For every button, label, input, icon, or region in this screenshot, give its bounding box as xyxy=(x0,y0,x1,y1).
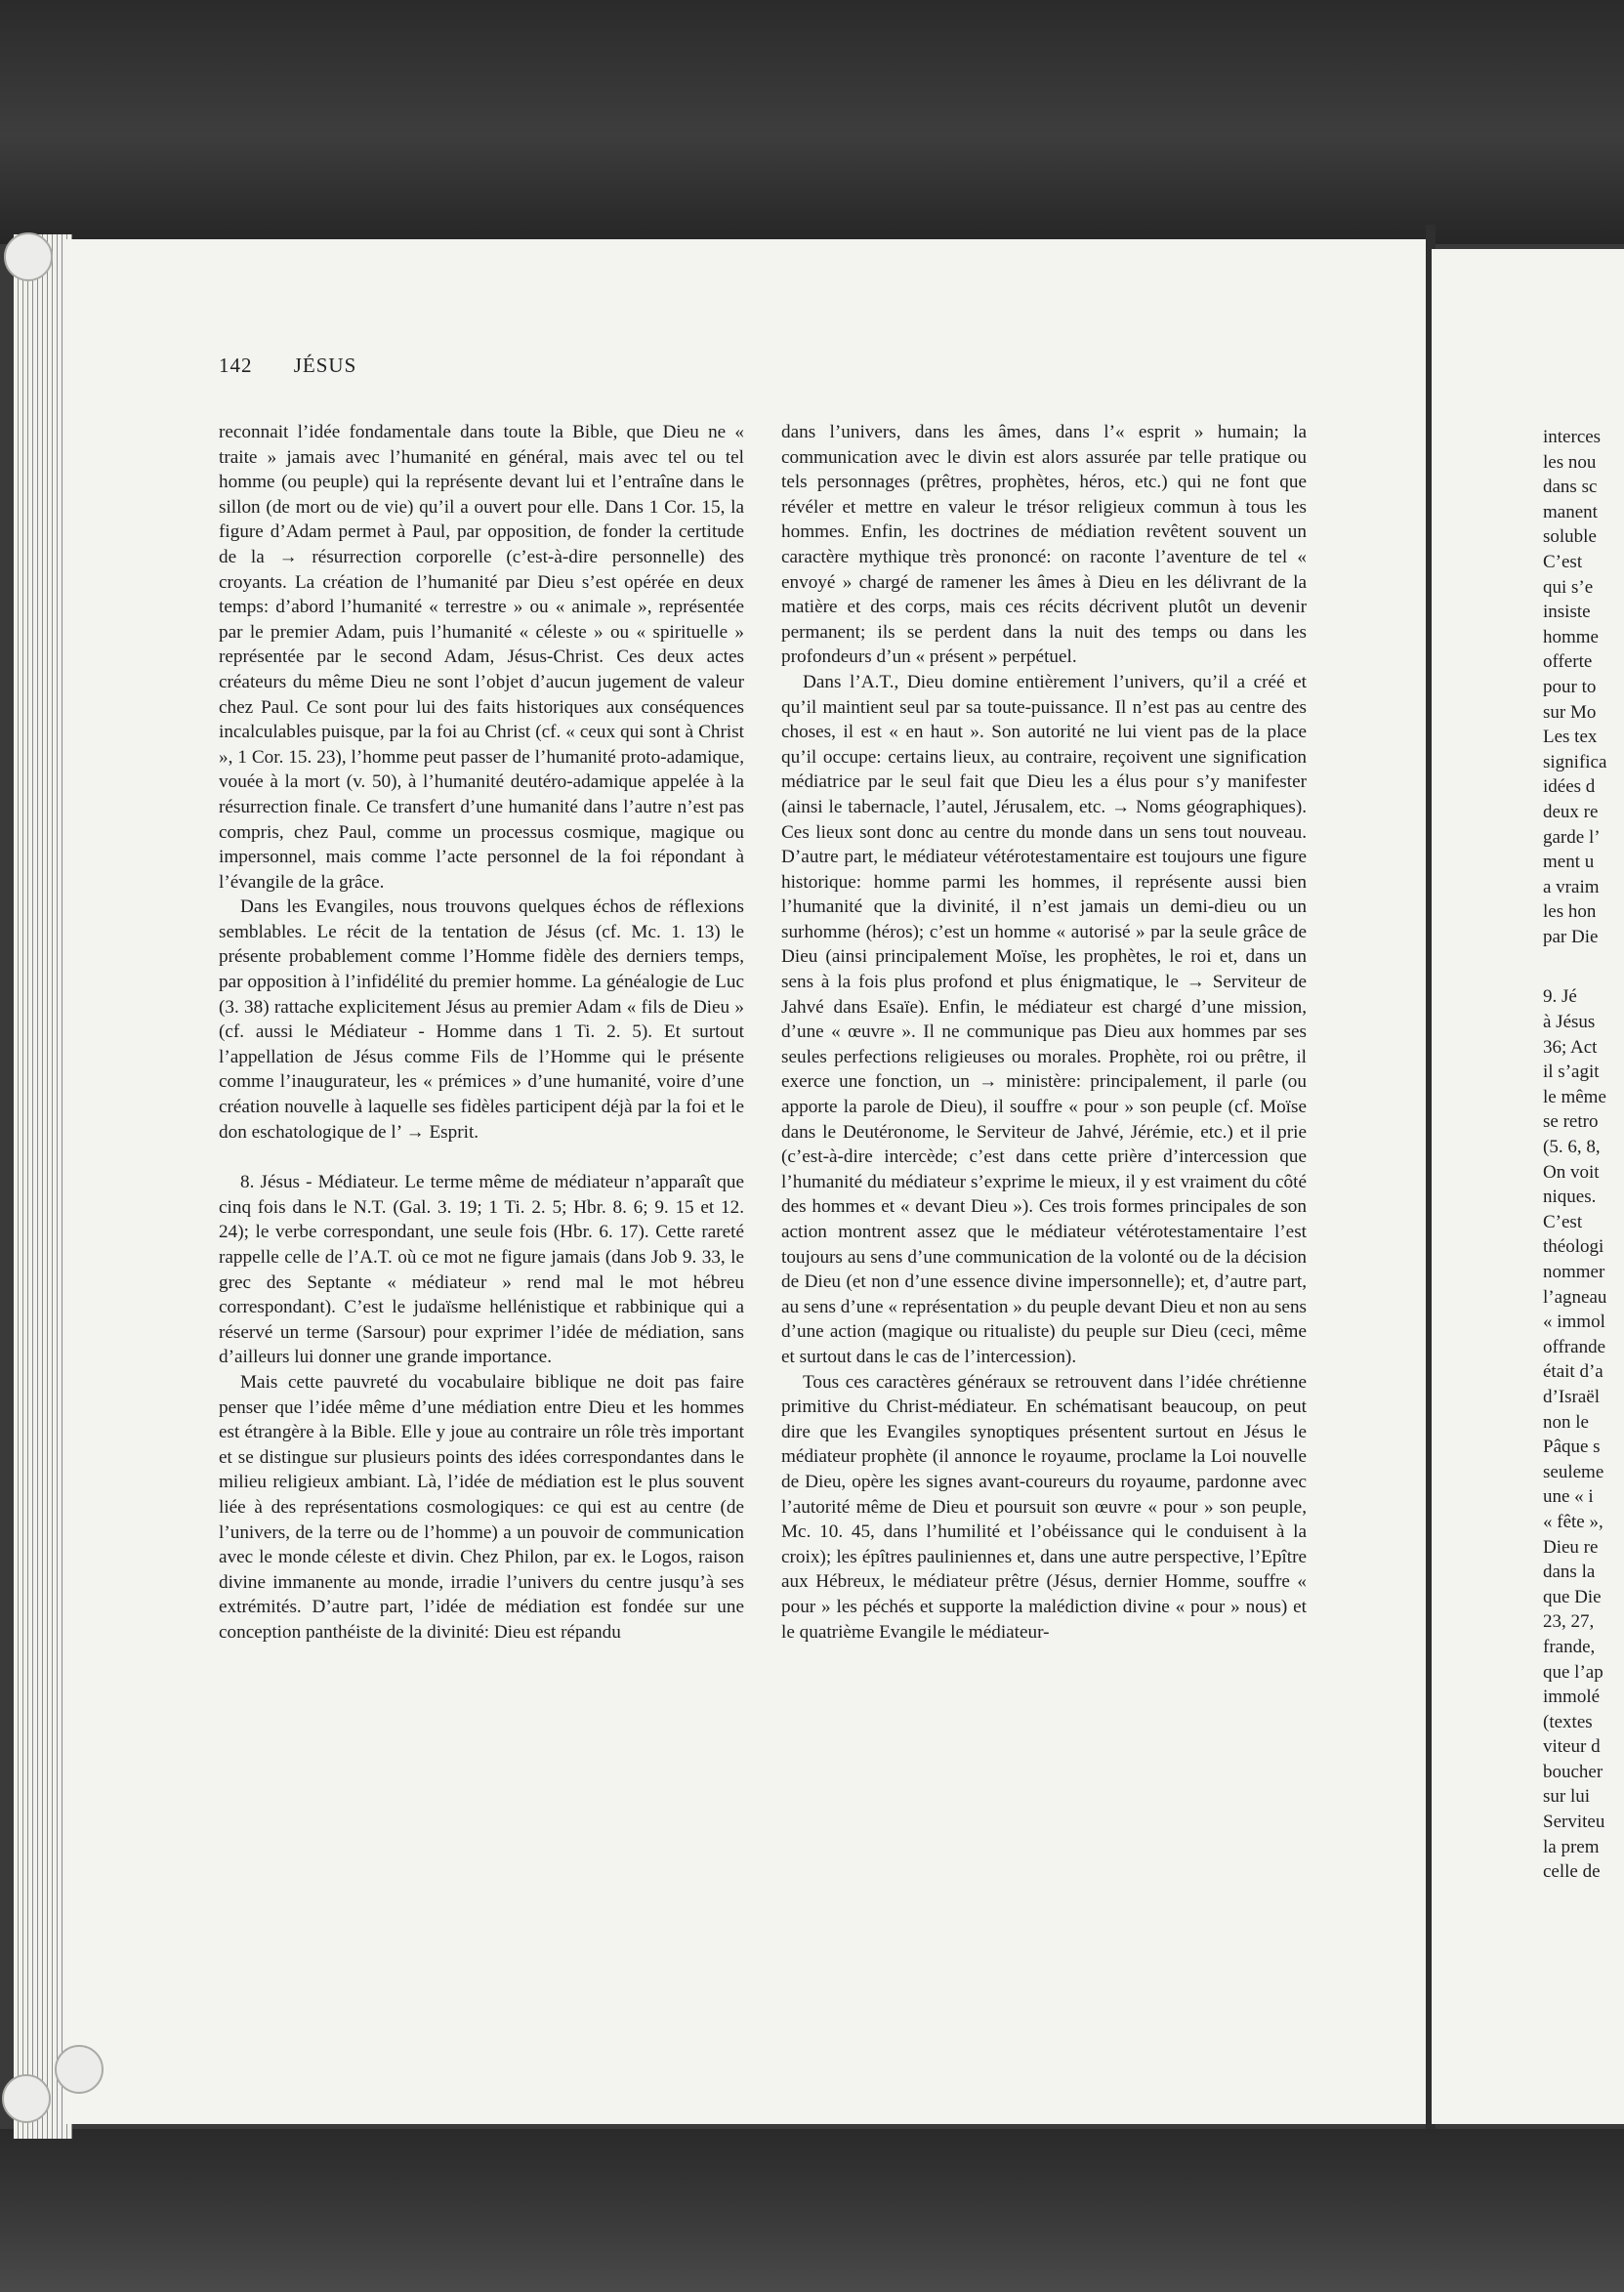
section-paragraph: 8. Jésus - Médiateur. Le terme même de médiateur n’apparaît que cinq fois dans le N.T. (Gal. 3. 19; 1 Ti. 2. 5; Hbr. 8. 6; 9. 15 et 12. 24); le verbe correspondant, une seule fois (Hbr. 6. 17). Cette rareté rappelle celle de l’A.T. où ce mot ne figure jamais (dans Job 9. 33, le grec des Septante « médiateur » rend mal le mot hébreu correspondant). C’est le judaïsme hellénistique et rabbinique qui a réservé un terme (Sarsour) pour exprimer l’idée de médiation, sans d’ailleurs lui donner une grande importance. xyxy=(219,1172,744,1368)
paragraph: reconnait l’idée fondamentale dans toute la Bible, que Dieu ne « traite » jamais avec l’humanité en général, mais avec tel ou tel homme (ou peuple) qui la représente devant lui et l’entraîne dans le sillon (de mort ou de vie) qu’il a ouvert pour elle. Dans 1 Cor. 15, la figure d’Adam permet à Paul, par opposition, de fonder la certitude de la → résurrection corporelle (c’est-à-dire personnelle) des croyants. La création de l’humanité par Dieu s’est opérée en deux temps: d’abord l’humanité « terrestre » ou « animale », représentée par le premier Adam, puis l’humanité « céleste » ou « spirituelle » représentée par le second Adam, Jésus-Christ. Ces deux actes créateurs du même Dieu ne sont l’objet d’aucun jugement de valeur chez Paul. Ce sont pour lui des faits historiques aux conséquences incalculables puisque, par la foi au Christ (cf. « ceux qui sont à Christ », 1 Cor. 15. 23), l’homme peut passer de l’humanité proto-adamique, vouée à la mort (v. 50), à l’humanité deutéro-adamique appelée à la résurrection finale. Ce transfert d’une humanité dans l’autre n’est pas compris, chez Paul, comme un processus cosmique, magique ou impersonnel, mais comme l’acte personnel de la foi répondant à l’évangile de la grâce. xyxy=(219,422,744,893)
text-fragment: que Die xyxy=(1543,1586,1602,1607)
text-fragment: On voit xyxy=(1543,1161,1600,1183)
text-fragment: les nou xyxy=(1543,451,1597,473)
text-fragment: théologi xyxy=(1543,1236,1604,1258)
text-fragment: par Die xyxy=(1543,926,1599,947)
text-fragment: une « i xyxy=(1543,1486,1594,1508)
text-fragment: Pâque s xyxy=(1543,1437,1601,1458)
text-fragment: ment u xyxy=(1543,852,1595,873)
text-fragment: « fête », xyxy=(1543,1511,1603,1532)
text-fragment: il s’agit xyxy=(1543,1062,1600,1083)
text-fragment: garde l’ xyxy=(1543,826,1601,848)
text-fragment: se retro xyxy=(1543,1111,1599,1133)
text-fragment: frande, xyxy=(1543,1636,1596,1657)
text-fragment: Serviteu xyxy=(1543,1812,1605,1833)
running-header xyxy=(219,354,356,378)
paragraph: Tous ces caractères généraux se retrouvent dans l’idée chrétienne primitive du Christ-médiateur. En schématisant beaucoup, on peut dire que les Evangiles synoptiques présentent surtout en Jésus le médiateur prophète (il annonce le royaume, proclame la Loi nouvelle de Dieu, opère les signes avant-coureurs du royaume, pardonne avec l’autorité même de Dieu et poursuit son œuvre « pour » son peuple, Mc. 10. 45, dans l’humilité et l’obéissance qui le conduisent à la croix); les épîtres pauliniennes et, dans une autre perspective, l’Epître aux Hébreux, le médiateur prêtre (Jésus, dernier Homme, souffre « pour » les péchés et supporte la malédiction divine « pour » nous) et le quatrième Evangile le médiateur- xyxy=(781,1371,1307,1643)
text-fragment: Dieu re xyxy=(1543,1536,1599,1558)
text-fragment: sur Mo xyxy=(1543,701,1597,723)
text-fragment: 9. Jé xyxy=(1543,986,1577,1008)
text-fragment: insiste xyxy=(1543,602,1591,623)
text-fragment: offerte xyxy=(1543,651,1593,673)
text-fragment: sur lui xyxy=(1543,1786,1591,1808)
text-fragment: offrande xyxy=(1543,1336,1606,1357)
text-fragment: manent xyxy=(1543,501,1598,522)
text-fragment: seuleme xyxy=(1543,1461,1604,1482)
line-gap xyxy=(1543,949,1624,984)
text-fragment: celle de xyxy=(1543,1861,1601,1883)
text-fragment: interces xyxy=(1543,427,1602,447)
text-fragment: la prem xyxy=(1543,1836,1600,1857)
text-fragment: (5. 6, 8, xyxy=(1543,1137,1601,1158)
text-fragment: était d’a xyxy=(1543,1361,1603,1383)
text-fragment: homme xyxy=(1543,626,1599,647)
text-fragment: le même xyxy=(1543,1086,1606,1107)
text-fragment: idées d xyxy=(1543,776,1596,798)
text-fragment: significa xyxy=(1543,751,1607,772)
text-fragment: soluble xyxy=(1543,526,1597,548)
text-fragment: nommer xyxy=(1543,1262,1605,1282)
paragraph: Mais cette pauvreté du vocabulaire biblique ne doit pas faire penser que l’idée même d’une médiation entre Dieu et les hommes est étrangère à la Bible. Elle y joue au contraire un rôle très important et se distingue sur plusieurs points des idées correspondantes dans le milieu religieux ambiant. Là, l’idée de médiation est le plus souvent liée à des représentations cosmologiques: ce qui est au centre (de l’univers, de la terre ou de l’homme) a un pouvoir de communication avec le monde céleste et divin. Chez Philon, par ex. le Logos, raison divine immanente au monde, irradie l’univers du centre jusqu’à ses extrémités. D’autre part, l’idée de médiation est fondée sur une conception panthéiste de la divinité: Dieu est répandu xyxy=(219,1371,744,1643)
running-title: JÉSUS xyxy=(293,354,357,377)
paragraph: Dans l’A.T., Dieu domine entièrement l’univers, qu’il a créé et qu’il maintient seul par sa toute-puissance. Il n’est pas au centre des choses, il est « en haut ». Son autorité ne lui vient pas de la place qu’il occupe: certains lieux, au contraire, reçoivent une signification médiatrice par le seul fait que Dieu les a élus pour s’y manifester (ainsi le tabernacle, l’autel, Jérusalem, etc. → Noms géographiques). Ces lieux sont donc au centre du monde dans un sens tout nouveau. D’autre part, le médiateur vétérotestamentaire est toujours une figure historique: homme parmi les hommes, il représente aussi bien l’humanité que la divinité, il n’est jamais un demi-dieu ou un surhomme (héros); c’est un homme « autorisé » par la seule grâce de Dieu (ainsi principalement Moïse, les prophètes, le roi et, dans un sens à la fois plus profond et plus énigmatique, le → Serviteur de Jahvé dans Esaïe). Enfin, le médiateur est chargé d’une mission, d’une « œuvre ». Il ne communique pas Dieu aux hommes par ses seules perfections religieuses ou morales. Prophète, roi ou prêtre, il exerce une fonction, un → ministère: principalement, il parle (ou apporte la parole de Dieu), il souffre « pour » son peuple (cf. Moïse dans le Deutéronome, le Serviteur de Jahvé, Jérémie, etc.) et il prie (c’est-à-dire intercède; c’est dans cette prière d’intercession que l’humanité du médiateur s’exprime le mieux, il y est vraiment du côté des hommes et « devant Dieu »). Ces trois formes principales de son action montrent assez que le médiateur vétérotestamentaire l’est toujours au sens d’une communication de la volonté ou de la décision de Dieu (et non d’une essence divine impersonnelle); et, d’autre part, au sens d’une « représentation » du peuple devant Dieu et non au sens d’une action (magique ou ritualiste) du peuple sur Dieu (ceci, même et surtout dans le cas de l’intercession). xyxy=(781,671,1307,1367)
adjacent-page-text xyxy=(1543,425,1624,1885)
text-fragment: niques. xyxy=(1543,1187,1597,1208)
binder-hole-icon xyxy=(4,232,53,281)
text-fragment: d’Israël xyxy=(1543,1386,1601,1407)
text-fragment: que l’ap xyxy=(1543,1661,1603,1683)
left-text-column xyxy=(219,420,744,1646)
binder-hole-icon xyxy=(2,2074,51,2123)
text-fragment: Les tex xyxy=(1543,727,1598,748)
text-fragment: viteur d xyxy=(1543,1736,1601,1758)
page-edges xyxy=(14,234,72,2139)
text-fragment: « immol xyxy=(1543,1312,1605,1333)
middle-text-column xyxy=(781,420,1307,1645)
text-fragment: non le xyxy=(1543,1411,1589,1433)
text-fragment: 36; Act xyxy=(1543,1036,1598,1058)
text-fragment: qui s’e xyxy=(1543,576,1594,598)
page-number: 142 xyxy=(219,354,253,377)
text-fragment: les hon xyxy=(1543,901,1597,923)
text-fragment: deux re xyxy=(1543,801,1599,822)
text-fragment: immolé xyxy=(1543,1687,1601,1708)
text-fragment: dans la xyxy=(1543,1562,1596,1583)
text-fragment: pour to xyxy=(1543,676,1597,697)
text-fragment: 23, 27, xyxy=(1543,1611,1595,1633)
paragraph: dans l’univers, dans les âmes, dans l’« esprit » humain; la communication avec le divin est alors assurée par telle pratique ou tels personnages (prêtres, prophètes, héros, etc.) qui ne font que révéler et mettre en valeur le trésor religieux commun à tous les hommes. Enfin, les doctrines de médiation revêtent souvent un caractère mythique très prononcé: on raconte l’aventure de tel « envoyé » chargé de ramener les âmes à Dieu en les délivrant de la matière et des corps, mais ces récits décrivent plutôt un devenir permanent; ils se perdent dans la nuit des temps ou dans les profondeurs d’un « présent » perpétuel. xyxy=(781,422,1307,668)
text-fragment: C’est xyxy=(1543,551,1583,572)
text-fragment: dans sc xyxy=(1543,477,1598,498)
text-fragment: boucher xyxy=(1543,1761,1603,1782)
text-fragment: a vraim xyxy=(1543,876,1600,897)
text-fragment: l’agneau xyxy=(1543,1286,1607,1308)
text-fragment: C’est xyxy=(1543,1211,1583,1232)
binder-hole-icon xyxy=(55,2045,104,2094)
text-fragment: à Jésus xyxy=(1543,1012,1596,1033)
paragraph: Dans les Evangiles, nous trouvons quelques échos de réflexions semblables. Le récit de la tentation de Jésus (cf. Mc. 1. 13) le présente probablement comme l’Homme fidèle des derniers temps, par opposition à l’infidélité du premier homme. La généalogie de Luc (3. 38) rattache explicitement Jésus au premier Adam « fils de Dieu » (cf. aussi le Médiateur - Homme dans 1 Ti. 2. 5). Et surtout l’appellation de Jésus comme Fils de l’Homme qui le présente comme l’inaugurateur, les « prémices » d’une humanité, voire d’une création nouvelle à laquelle ses fidèles participent déjà par la foi et le don eschatologique de l’ → Esprit. xyxy=(219,896,744,1143)
scan-background-bottom xyxy=(0,2129,1624,2292)
text-fragment: (textes xyxy=(1543,1711,1593,1732)
scan-background-top xyxy=(0,0,1624,244)
